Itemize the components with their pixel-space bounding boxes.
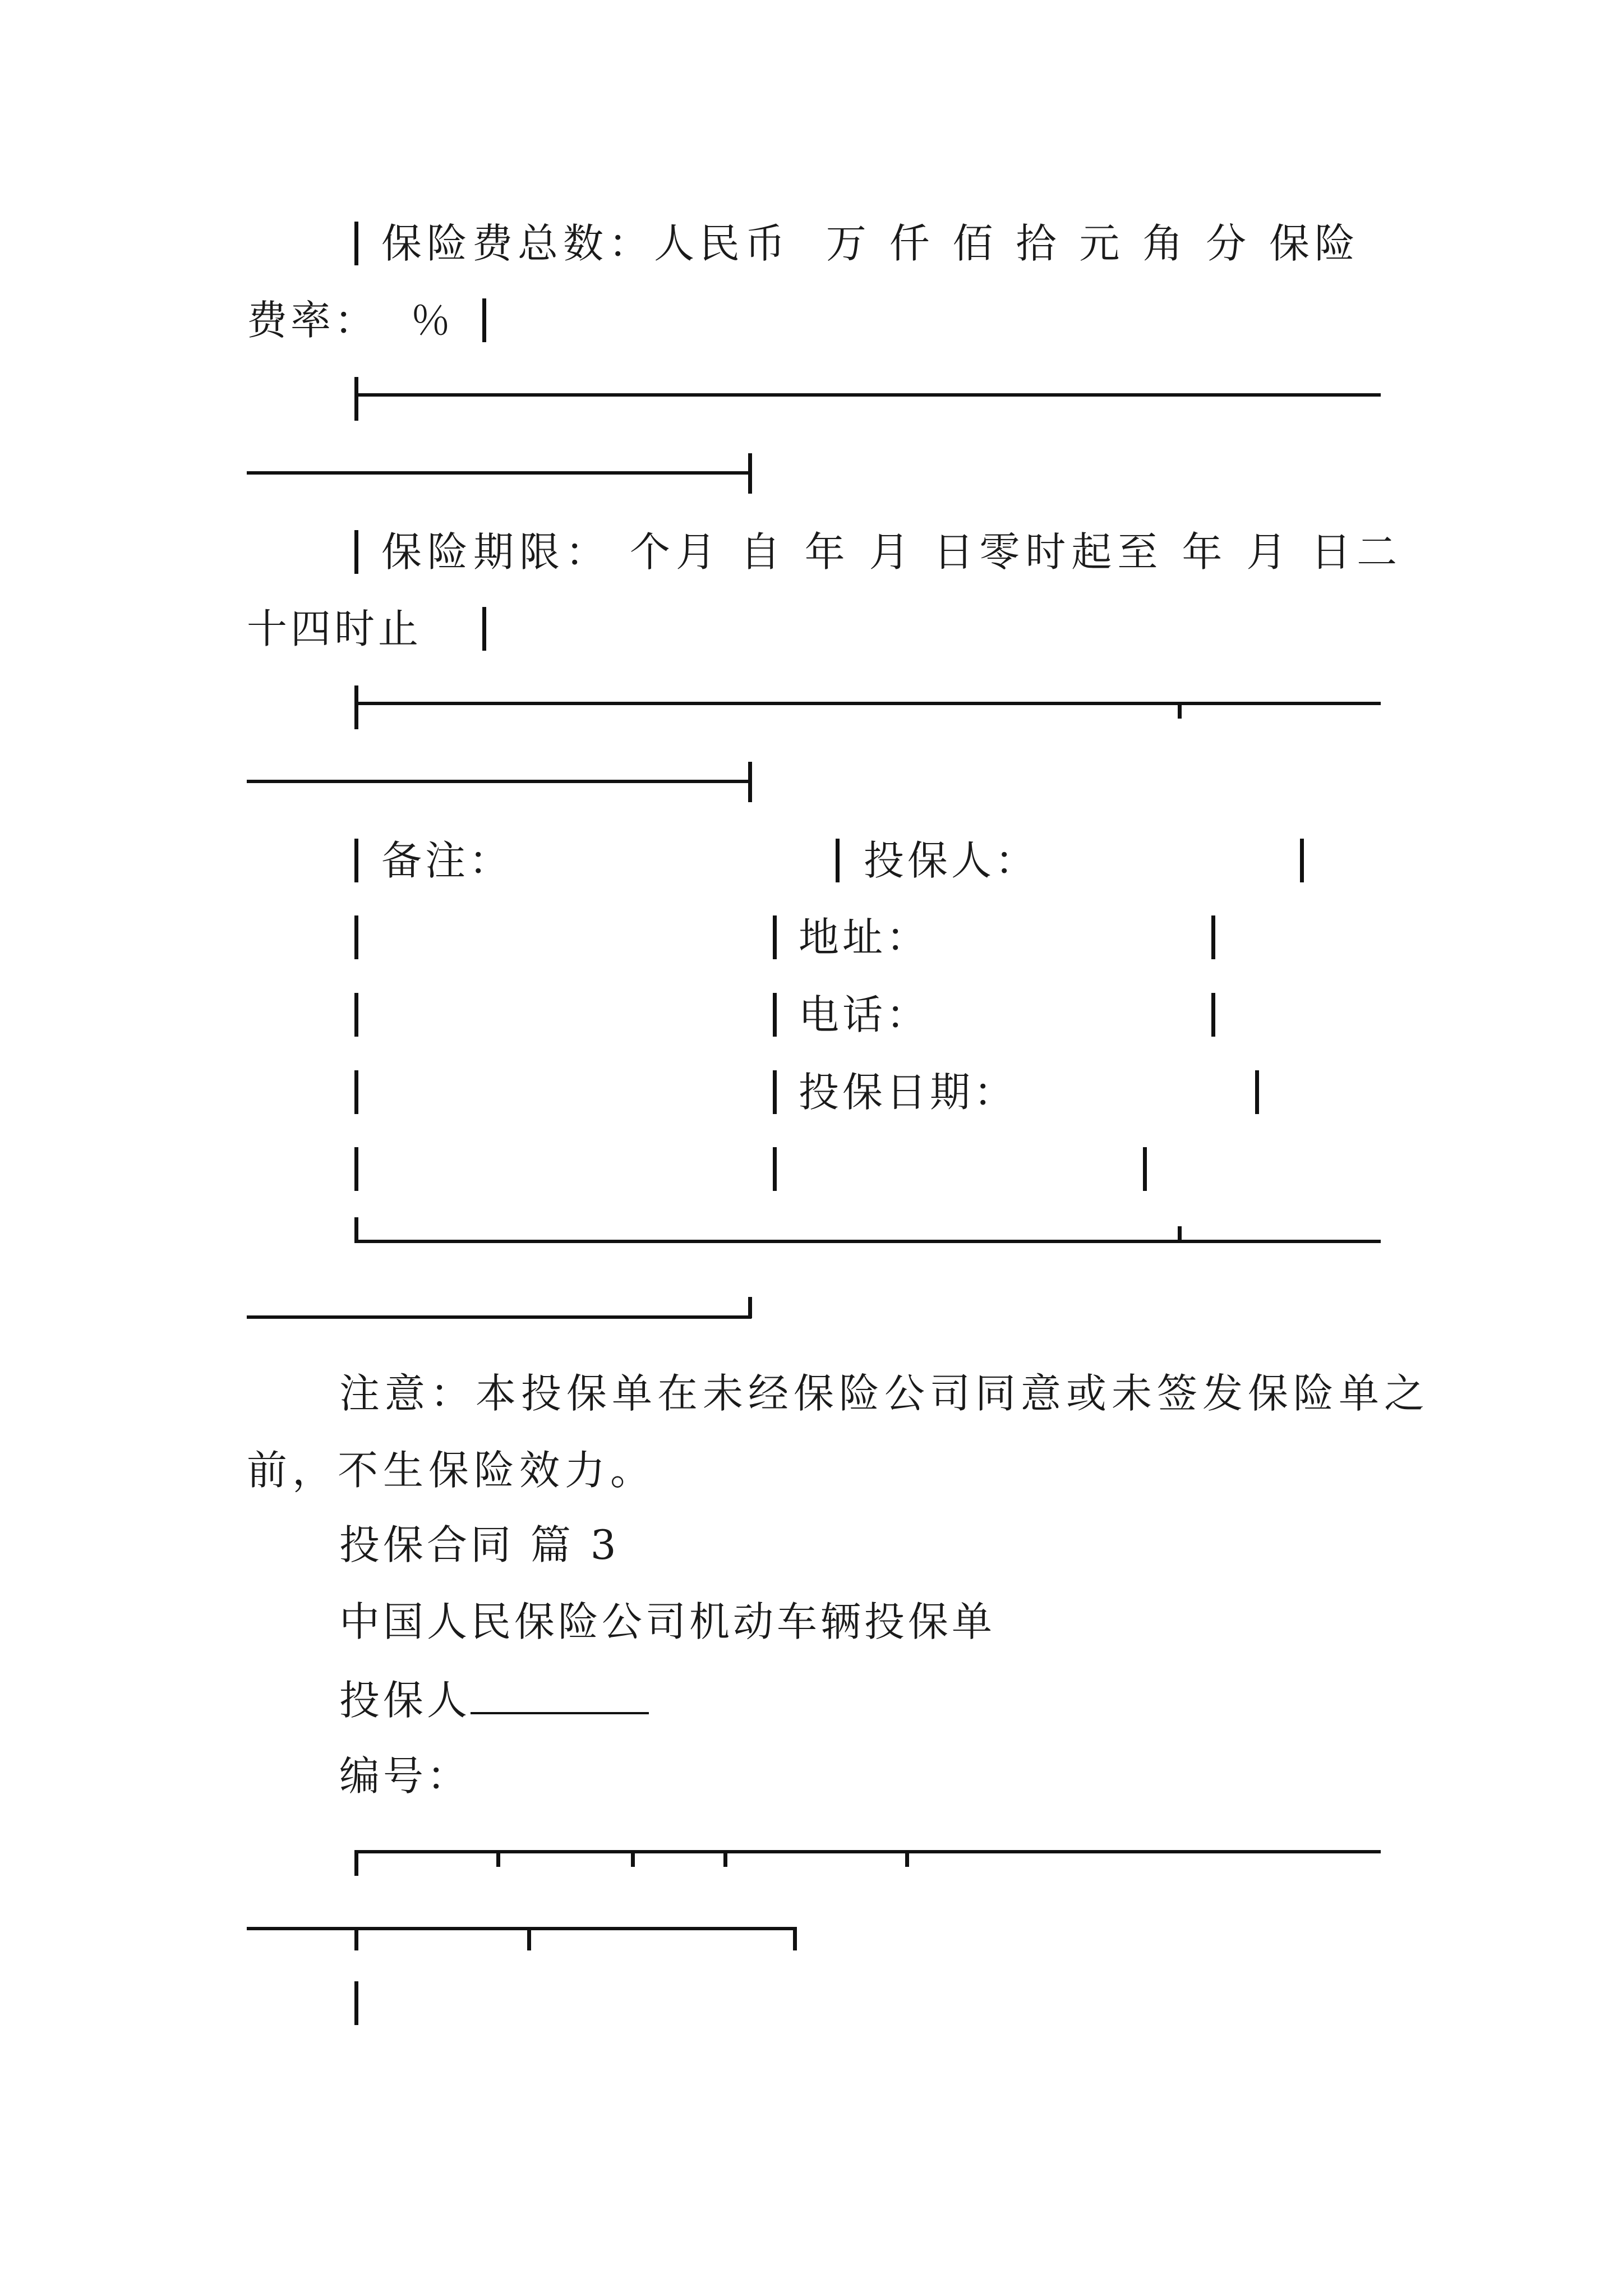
table-border-left [354, 839, 358, 882]
table-border-right [1300, 839, 1304, 882]
table-border-right [1211, 993, 1215, 1037]
table-border-mid [773, 1070, 777, 1114]
section-heading: 投保合同 篇 3 [339, 1521, 620, 1568]
notice-line-1: 注意：本投保单在未经保险公司同意或未签发保险单之 [339, 1370, 1430, 1417]
table-border-joint [354, 1927, 358, 1950]
table-border-left [354, 530, 358, 574]
date-label: 投保日期： [799, 1069, 1018, 1116]
table-border-joint [354, 685, 358, 729]
table-border-mid [773, 1147, 777, 1191]
table-border-left [354, 993, 358, 1037]
table-rule [354, 1850, 1381, 1853]
number-label: 编号： [339, 1752, 471, 1800]
table-border-corner [793, 1927, 797, 1950]
table-tick [1178, 1226, 1182, 1243]
remarks-label: 备注： [381, 837, 513, 884]
table-border-right [482, 298, 486, 342]
table-tick [905, 1850, 909, 1867]
table-border-mid [773, 993, 777, 1037]
applicant-blank [471, 1678, 649, 1714]
table-border-corner [748, 1297, 752, 1318]
table-rule [247, 471, 751, 475]
table-border-left [354, 915, 358, 959]
notice-line-2: 前，不生保险效力。 [247, 1447, 656, 1494]
table-rule [354, 393, 1381, 397]
table-tick [723, 1850, 727, 1867]
applicant-field [339, 1677, 649, 1724]
table-rule [247, 1315, 751, 1319]
table-border-right [1211, 915, 1215, 959]
table-border-joint [748, 453, 752, 494]
table-border-left [354, 1070, 358, 1114]
table-border-right [1143, 1147, 1147, 1191]
table-border-left [354, 222, 358, 265]
table-border-joint [354, 377, 358, 421]
table-tick [631, 1850, 635, 1867]
period-line-1: 保险期限： 个月 自 年 月 日零时起至 年 月 日二 [381, 528, 1403, 576]
table-border-left [354, 1981, 358, 2025]
table-rule [354, 702, 1381, 705]
table-rule [354, 1240, 1381, 1243]
period-line-2: 十四时止 [247, 605, 422, 652]
table-border-right [1255, 1070, 1259, 1114]
table-border-joint [527, 1927, 531, 1950]
applicant-field-label: 投保人 [339, 1677, 471, 1724]
premium-line-1: 保险费总数：人民币 万 仟 佰 拾 元 角 分 保险 [381, 220, 1360, 267]
table-border-left [354, 1147, 358, 1191]
table-border-mid [836, 839, 840, 882]
table-border-mid [773, 915, 777, 959]
table-border-right [482, 607, 486, 651]
address-label: 地址： [799, 914, 930, 961]
table-tick [1178, 702, 1182, 719]
table-rule [247, 1927, 796, 1930]
form-title: 中国人民保险公司机动车辆投保单 [339, 1598, 996, 1645]
applicant-label: 投保人： [864, 837, 1039, 884]
phone-label: 电话： [799, 991, 930, 1038]
table-border-corner [354, 1850, 358, 1876]
premium-line-2: 费率： ％ [247, 297, 454, 344]
table-tick [496, 1850, 500, 1867]
table-border-joint [748, 762, 752, 802]
table-rule [247, 780, 751, 783]
